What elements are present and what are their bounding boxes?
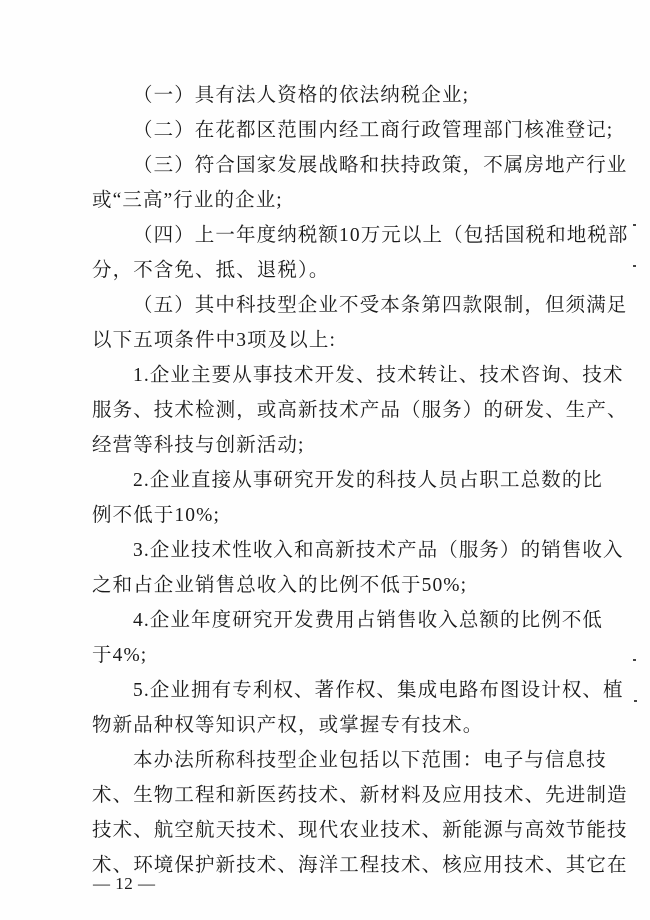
- scope-line-1: 本办法所称科技型企业包括以下范围：电子与信息技: [133, 750, 607, 771]
- clause-5-line-1: （五）其中科技型企业不受本条第四款限制，但须满足: [133, 295, 628, 316]
- scope-line-2: 术、生物工程和新医药技术、新材料及应用技术、先进制造: [92, 785, 628, 806]
- clause-1: （一）具有法人资格的依法纳税企业;: [133, 85, 470, 106]
- binding-hole-mark: [634, 700, 637, 702]
- binding-hole-mark: [633, 265, 636, 267]
- binding-hole-mark: [633, 659, 636, 661]
- clause-5-line-2: 以下五项条件中3项及以上:: [92, 330, 336, 351]
- item-1-line-1: 1.企业主要从事技术开发、技术转让、技术咨询、技术: [133, 365, 624, 386]
- clause-4-line-2: 分，不含免、抵、退税）。: [92, 260, 330, 281]
- item-3-line-1: 3.企业技术性收入和高新技术产品（服务）的销售收入: [133, 540, 624, 561]
- item-2-line-1: 2.企业直接从事研究开发的科技人员占职工总数的比: [133, 470, 604, 491]
- page-number: — 12 —: [93, 874, 156, 893]
- item-1-line-3: 经营等科技与创新活动;: [92, 435, 305, 456]
- item-4-line-2: 于4%;: [92, 645, 148, 666]
- item-5-line-1: 5.企业拥有专利权、著作权、集成电路布图设计权、植: [133, 680, 624, 701]
- scope-line-3: 技术、航空航天技术、现代农业技术、新能源与高效节能技: [92, 820, 628, 841]
- item-3-line-2: 之和占企业销售总收入的比例不低于50%;: [92, 575, 468, 596]
- item-1-line-2: 服务、技术检测，或高新技术产品（服务）的研发、生产、: [92, 400, 628, 421]
- clause-3-line-2: 或“三高”行业的企业;: [92, 190, 283, 211]
- item-2-line-2: 例不低于10%;: [92, 505, 220, 526]
- clause-3-line-1: （三）符合国家发展战略和扶持政策，不属房地产行业: [133, 155, 628, 176]
- item-4-line-1: 4.企业年度研究开发费用占销售收入总额的比例不低: [133, 610, 604, 631]
- clause-2: （二）在花都区范围内经工商行政管理部门核准登记;: [133, 120, 614, 141]
- binding-hole-mark: [633, 224, 636, 226]
- clause-4-line-1: （四）上一年度纳税额10万元以上（包括国税和地税部: [133, 225, 629, 246]
- scope-line-4: 术、环境保护新技术、海洋工程技术、核应用技术、其它在: [92, 855, 628, 876]
- item-5-line-2: 物新品种权等知识产权，或掌握专有技术。: [92, 715, 484, 736]
